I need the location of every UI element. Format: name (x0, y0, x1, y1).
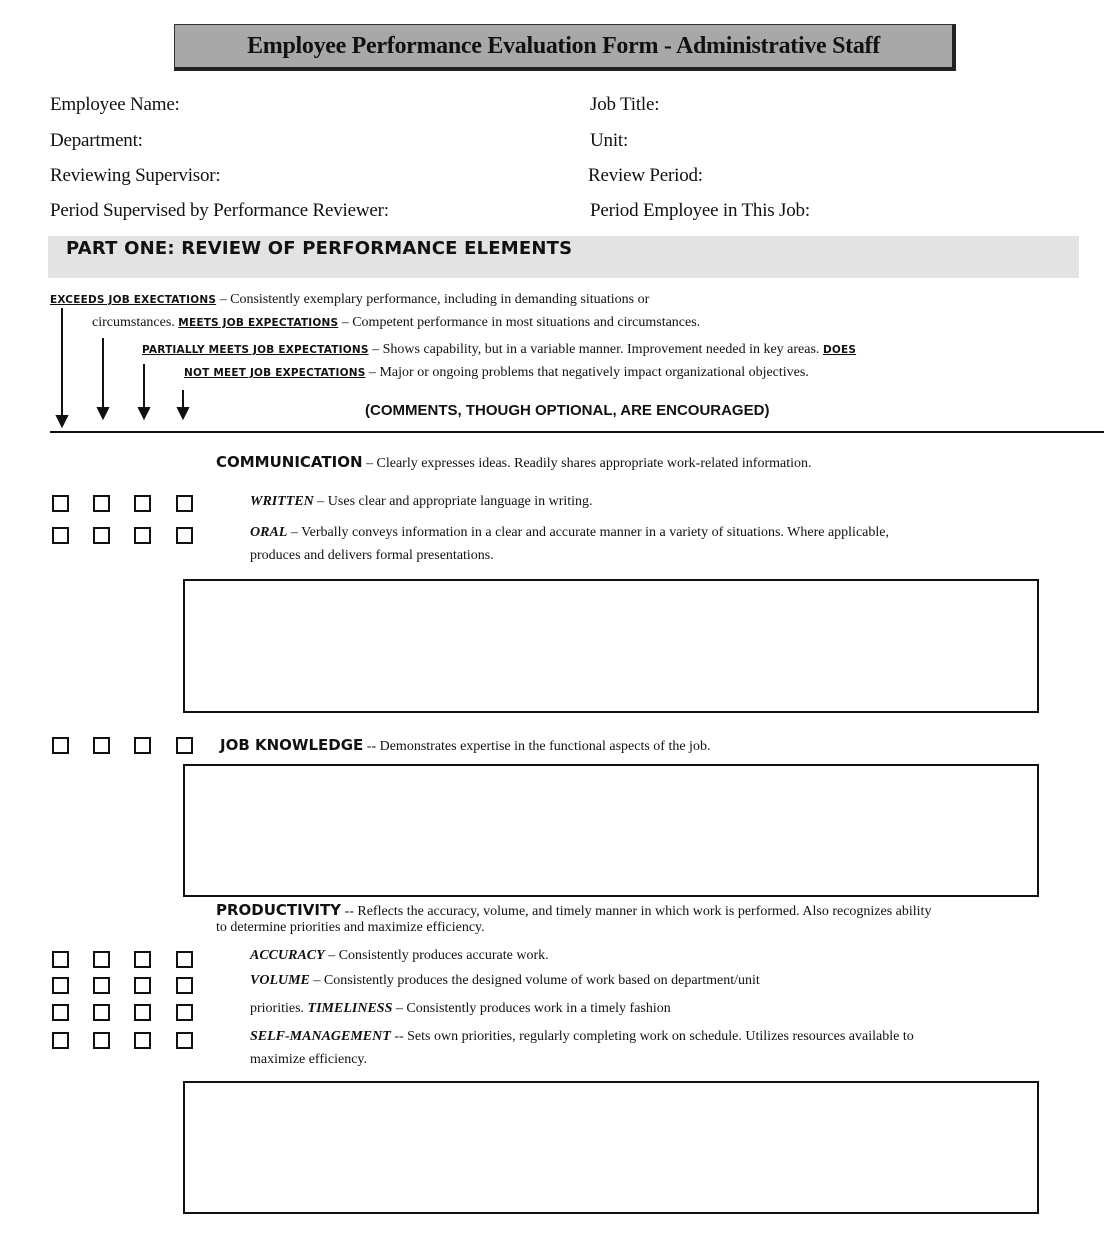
arrow-not-meet-head (178, 408, 188, 418)
employee-name-label: Employee Name: (50, 94, 180, 115)
volume-meets-checkbox[interactable] (93, 977, 110, 994)
rating-exceeds-desc-cont: circumstances. (92, 315, 175, 330)
oral-meets-checkbox[interactable] (93, 527, 110, 544)
accuracy-line (250, 948, 549, 964)
oral-desc: – Verbally conveys information in a clear and accurate manner in a variety of situations. Where applicable, (290, 525, 889, 540)
self-management-partially-checkbox[interactable] (134, 1032, 151, 1049)
job-knowledge-desc: -- Demonstrates expertise in the functional aspects of the job. (366, 739, 711, 754)
productivity-desc-cont: to determine priorities and maximize efficiency. (216, 920, 485, 935)
period-employee-label: Period Employee in This Job: (590, 200, 810, 221)
form-title: Employee Performance Evaluation Form - Administrative Staff (247, 32, 880, 59)
timeliness-line (250, 1001, 671, 1017)
accuracy-not-meet-checkbox[interactable] (176, 951, 193, 968)
productivity-desc: -- Reflects the accuracy, volume, and timely manner in which work is performed. Also recognizes ability (344, 904, 932, 919)
oral-line (250, 525, 889, 541)
arrow-exceeds-head (57, 416, 67, 426)
rating-meets-desc: – Competent performance in most situations and circumstances. (341, 315, 701, 330)
job-knowledge-meets-checkbox[interactable] (93, 737, 110, 754)
reviewing-supervisor-label: Reviewing Supervisor: (50, 165, 221, 186)
communication-desc: – Clearly expresses ideas. Readily shares appropriate work-related information. (366, 456, 812, 471)
timeliness-label: TIMELINESS (307, 1001, 393, 1016)
volume-not-meet-checkbox[interactable] (176, 977, 193, 994)
written-line (250, 494, 593, 510)
rating-not-meet-label: NOT MEET JOB EXPECTATIONS (184, 367, 366, 379)
rating-partially-desc: – Shows capability, but in a variable manner. Improvement needed in key areas. (372, 342, 820, 357)
rating-exceeds-desc: – Consistently exemplary performance, including in demanding situations or (219, 292, 650, 307)
comments-note: (COMMENTS, THOUGH OPTIONAL, ARE ENCOURAGED) (365, 402, 770, 419)
oral-exceeds-checkbox[interactable] (52, 527, 69, 544)
volume-desc: – Consistently produces the designed volume of work based on department/unit (313, 973, 760, 988)
written-meets-checkbox[interactable] (93, 495, 110, 512)
job-knowledge-line (220, 736, 710, 755)
accuracy-label: ACCURACY (250, 948, 325, 963)
job-knowledge-partially-checkbox[interactable] (134, 737, 151, 754)
job-knowledge-comment-box[interactable] (183, 764, 1039, 897)
volume-partially-checkbox[interactable] (134, 977, 151, 994)
written-label: WRITTEN (250, 494, 314, 509)
rating-column-arrows (40, 300, 210, 430)
rating-not-meet-desc: – Major or ongoing problems that negatively impact organizational objectives. (368, 365, 809, 380)
timeliness-not-meet-checkbox[interactable] (176, 1004, 193, 1021)
self-management-exceeds-checkbox[interactable] (52, 1032, 69, 1049)
timeliness-exceeds-checkbox[interactable] (52, 1004, 69, 1021)
accuracy-desc: – Consistently produces accurate work. (328, 948, 549, 963)
productivity-heading: PRODUCTIVITY (216, 901, 342, 919)
accuracy-exceeds-checkbox[interactable] (52, 951, 69, 968)
volume-label: VOLUME (250, 973, 310, 988)
written-not-meet-checkbox[interactable] (176, 495, 193, 512)
timeliness-partially-checkbox[interactable] (134, 1004, 151, 1021)
accuracy-meets-checkbox[interactable] (93, 951, 110, 968)
arrow-partially-head (139, 408, 149, 418)
communication-heading: COMMUNICATION (216, 453, 363, 471)
volume-line (250, 973, 760, 989)
unit-label: Unit: (590, 130, 629, 151)
rating-partially-line (142, 342, 856, 358)
self-management-meets-checkbox[interactable] (93, 1032, 110, 1049)
section-divider (50, 431, 1104, 433)
written-exceeds-checkbox[interactable] (52, 495, 69, 512)
productivity-comment-box[interactable] (183, 1081, 1039, 1214)
written-desc: – Uses clear and appropriate language in writing. (317, 494, 593, 509)
timeliness-desc: – Consistently produces work in a timely fashion (395, 1001, 671, 1016)
productivity-line (216, 901, 931, 920)
rating-exceeds-label: EXCEEDS JOB EXECTATIONS (50, 294, 217, 306)
rating-meets-label: MEETS JOB EXPECTATIONS (178, 317, 339, 329)
self-management-desc: -- Sets own priorities, regularly completing work on schedule. Utilizes resources available to (394, 1029, 914, 1044)
job-knowledge-heading: JOB KNOWLEDGE (220, 736, 364, 754)
oral-not-meet-checkbox[interactable] (176, 527, 193, 544)
timeliness-meets-checkbox[interactable] (93, 1004, 110, 1021)
form-title-box (174, 24, 956, 71)
job-knowledge-not-meet-checkbox[interactable] (176, 737, 193, 754)
job-knowledge-exceeds-checkbox[interactable] (52, 737, 69, 754)
self-management-line (250, 1029, 914, 1045)
rating-partially-label: PARTIALLY MEETS JOB EXPECTATIONS (142, 344, 369, 356)
job-title-label: Job Title: (590, 94, 660, 115)
oral-desc-cont: produces and delivers formal presentations. (250, 548, 494, 563)
accuracy-partially-checkbox[interactable] (134, 951, 151, 968)
self-management-desc-cont: maximize efficiency. (250, 1052, 367, 1067)
volume-desc-cont: priorities. (250, 1001, 305, 1016)
review-period-label: Review Period: (588, 165, 703, 186)
self-management-not-meet-checkbox[interactable] (176, 1032, 193, 1049)
arrow-meets-head (98, 408, 108, 418)
oral-label: ORAL (250, 525, 288, 540)
period-supervised-label: Period Supervised by Performance Reviewer: (50, 200, 389, 221)
rating-not-meet-line (184, 365, 809, 381)
communication-line (216, 453, 812, 472)
written-partially-checkbox[interactable] (134, 495, 151, 512)
volume-exceeds-checkbox[interactable] (52, 977, 69, 994)
communication-comment-box[interactable] (183, 579, 1039, 713)
oral-partially-checkbox[interactable] (134, 527, 151, 544)
rating-does-label: DOES (822, 344, 857, 356)
department-label: Department: (50, 130, 143, 151)
self-management-label: SELF-MANAGEMENT (250, 1029, 391, 1044)
part-one-heading: PART ONE: REVIEW OF PERFORMANCE ELEMENTS (66, 238, 573, 259)
